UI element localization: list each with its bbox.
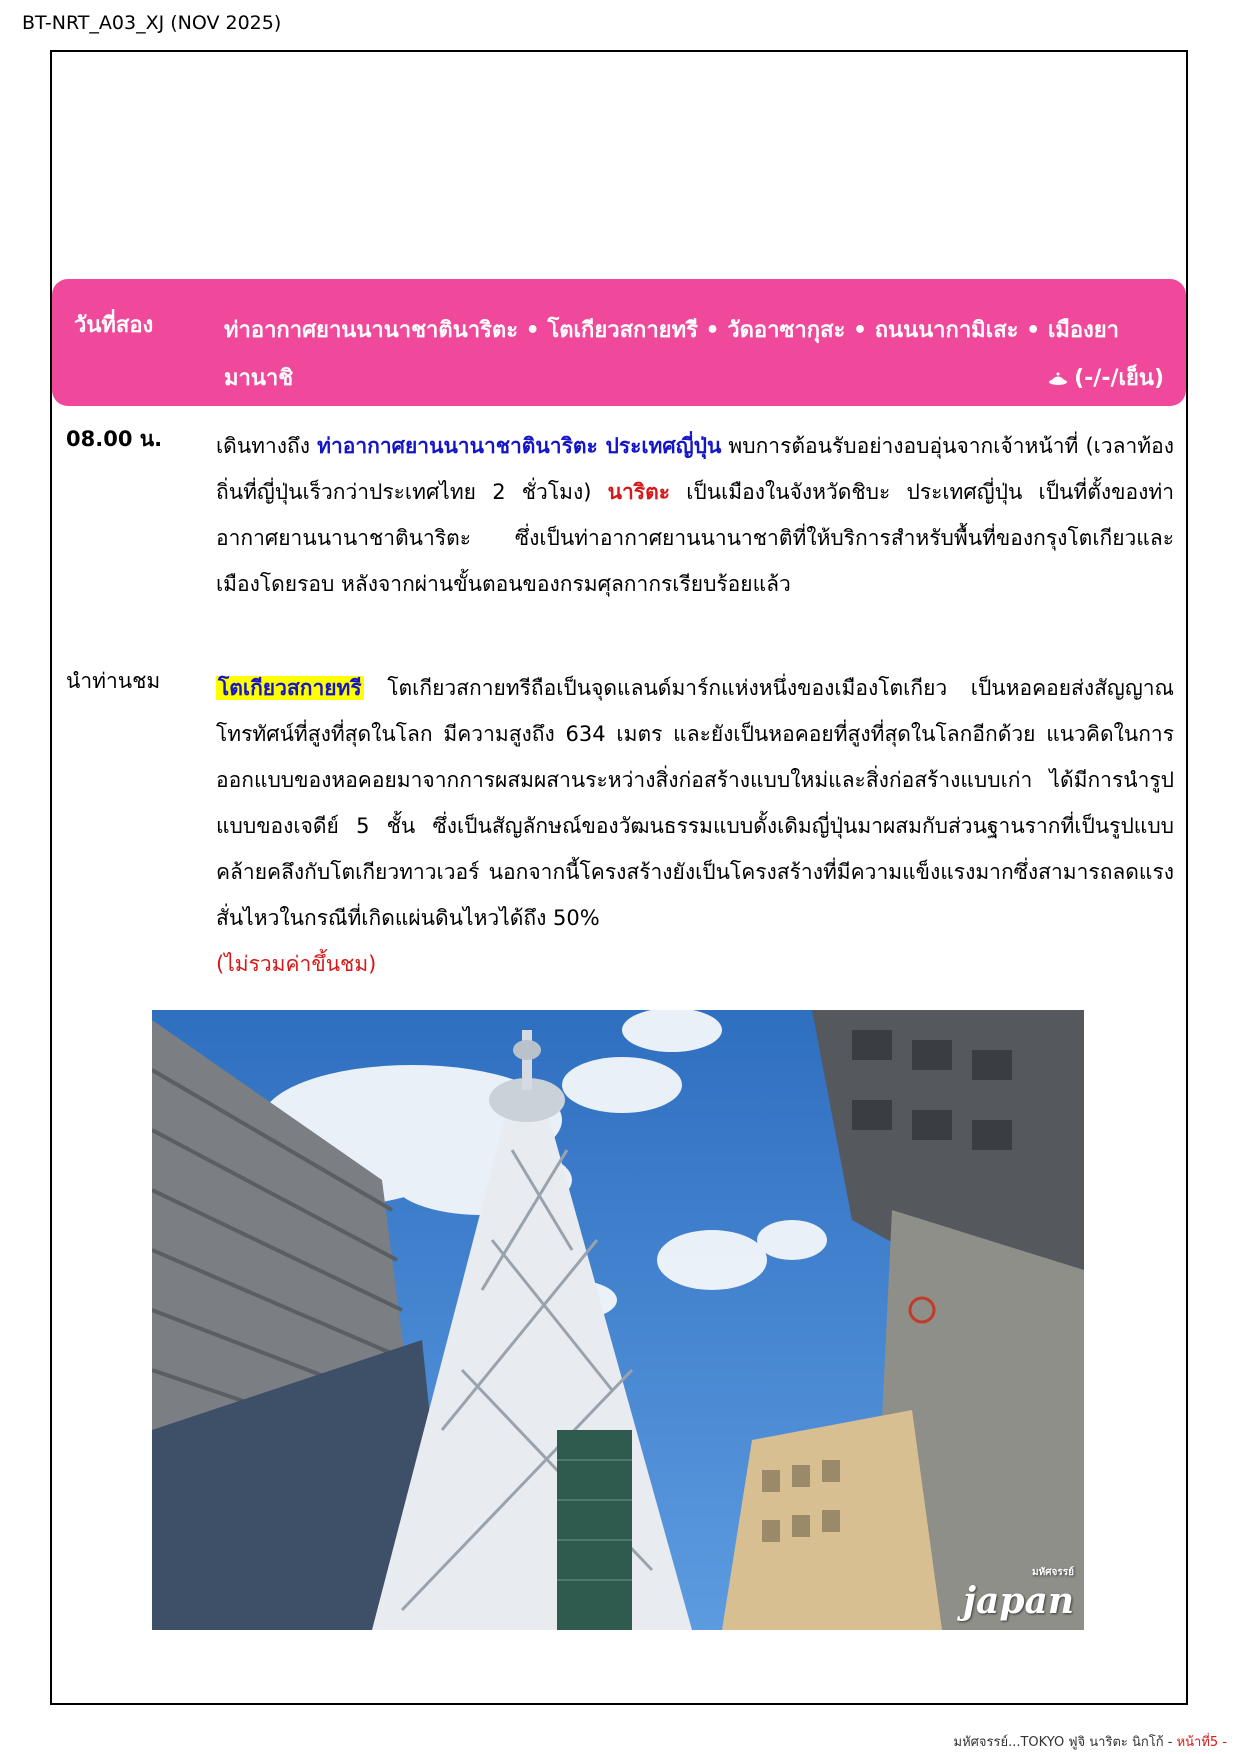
page-footer [954, 1731, 1228, 1752]
item-description [216, 665, 1174, 987]
desc-part: พบการต้อนรับอย่างอบอุ่นจากเจ้าหน้าที่ (เวลาท้องถิ่นที่ญี่ปุ่นเร็วกว่าประเทศไทย 2 ชั่วโมง) [216, 434, 1174, 504]
footer-text: มหัศจรรย์...TOKYO ฟูจิ นาริตะ นิกโก้ - [953, 1735, 1177, 1750]
narita-name: นาริตะ [607, 480, 670, 504]
route-line-2-row [224, 355, 1164, 403]
item-description [216, 423, 1174, 607]
airport-name: ท่าอากาศยานนานาชาตินาริตะ ประเทศญี่ปุ่น [317, 434, 722, 458]
route-line-1: ท่าอากาศยานนานาชาตินาริตะ • โตเกียวสกายทรี • วัดอาซากุสะ • ถนนนากามิเสะ • เมืองยา [224, 318, 1120, 343]
skytree-illustration [152, 1010, 1084, 1630]
japan-watermark [963, 1565, 1074, 1622]
day-route [224, 307, 1164, 403]
meals-info [1048, 355, 1164, 403]
document-code: BT-NRT_A03_XJ (NOV 2025) [22, 12, 282, 34]
watermark-text: japan [962, 1580, 1074, 1622]
item-time: นำท่านชม [66, 669, 161, 693]
day-label: วันที่สอง [74, 313, 154, 338]
item-time: 08.00 น. [66, 427, 163, 451]
desc-part: โตเกียวสกายทรีถือเป็นจุดแลนด์มาร์กแห่งหนึ่งของเมืองโตเกียว เป็นหอคอยส่งสัญญาณโทรทัศน์ที่สูงที่สุดในโลก มีความสูงถึง 634 เมตร และยังเป็นหอคอยที่สูงที่สุดในโลกอีกด้วย แนวคิดในการออกแบบของหอคอยมาจากการผสมผสานระหว่างสิ่งก่อสร้างแบบใหม่และสิ่งก่อสร้างแบบเก่า ได้มีการนำรูปแบบของเจดีย์ 5 ชั้น ซึ่งเป็นสัญลักษณ์ของวัฒนธรรมแบบดั้งเดิมญี่ปุ่นมาผสมกับส่วนฐานรากที่เป็นรูปแบบคล้ายคลึงกับโตเกียวทาวเวอร์ นอกจากนี้โครงสร้างยังเป็นโครงสร้างที่มีความแข็งแรงมากซึ่งสามารถลดแรงสั่นไหวในกรณีที่เกิดแผ่นดินไหวได้ถึง 50% [216, 676, 1174, 930]
day-header-banner [52, 279, 1186, 406]
price-note: (ไม่รวมค่าขึ้นชม) [216, 952, 377, 976]
dish-icon [1048, 371, 1068, 387]
page-number: หน้าที่5 - [1176, 1735, 1227, 1750]
skytree-name: โตเกียวสกายทรี [218, 676, 362, 700]
tokyo-skytree-photo [152, 1010, 1084, 1630]
meals-text: (-/-/เย็น) [1074, 366, 1164, 391]
watermark-small: มหัศจรรย์ [1032, 1567, 1074, 1578]
desc-part: เดินทางถึง [216, 434, 318, 458]
route-line-2: มานาชิ [224, 366, 294, 391]
desc-part: เป็นเมืองในจังหวัดชิบะ ประเทศญี่ปุ่น เป็นที่ตั้งของท่าอากาศยานนานาชาตินาริตะ ซึ่งเป็นท่าอากาศยานนานาชาติที่ให้บริการสำหรับพื้นที่ของกรุงโตเกียวและเมืองโดยรอบ หลังจากผ่านขั้นตอนของกรมศุลกากรเรียบร้อยแล้ว [216, 480, 1174, 596]
